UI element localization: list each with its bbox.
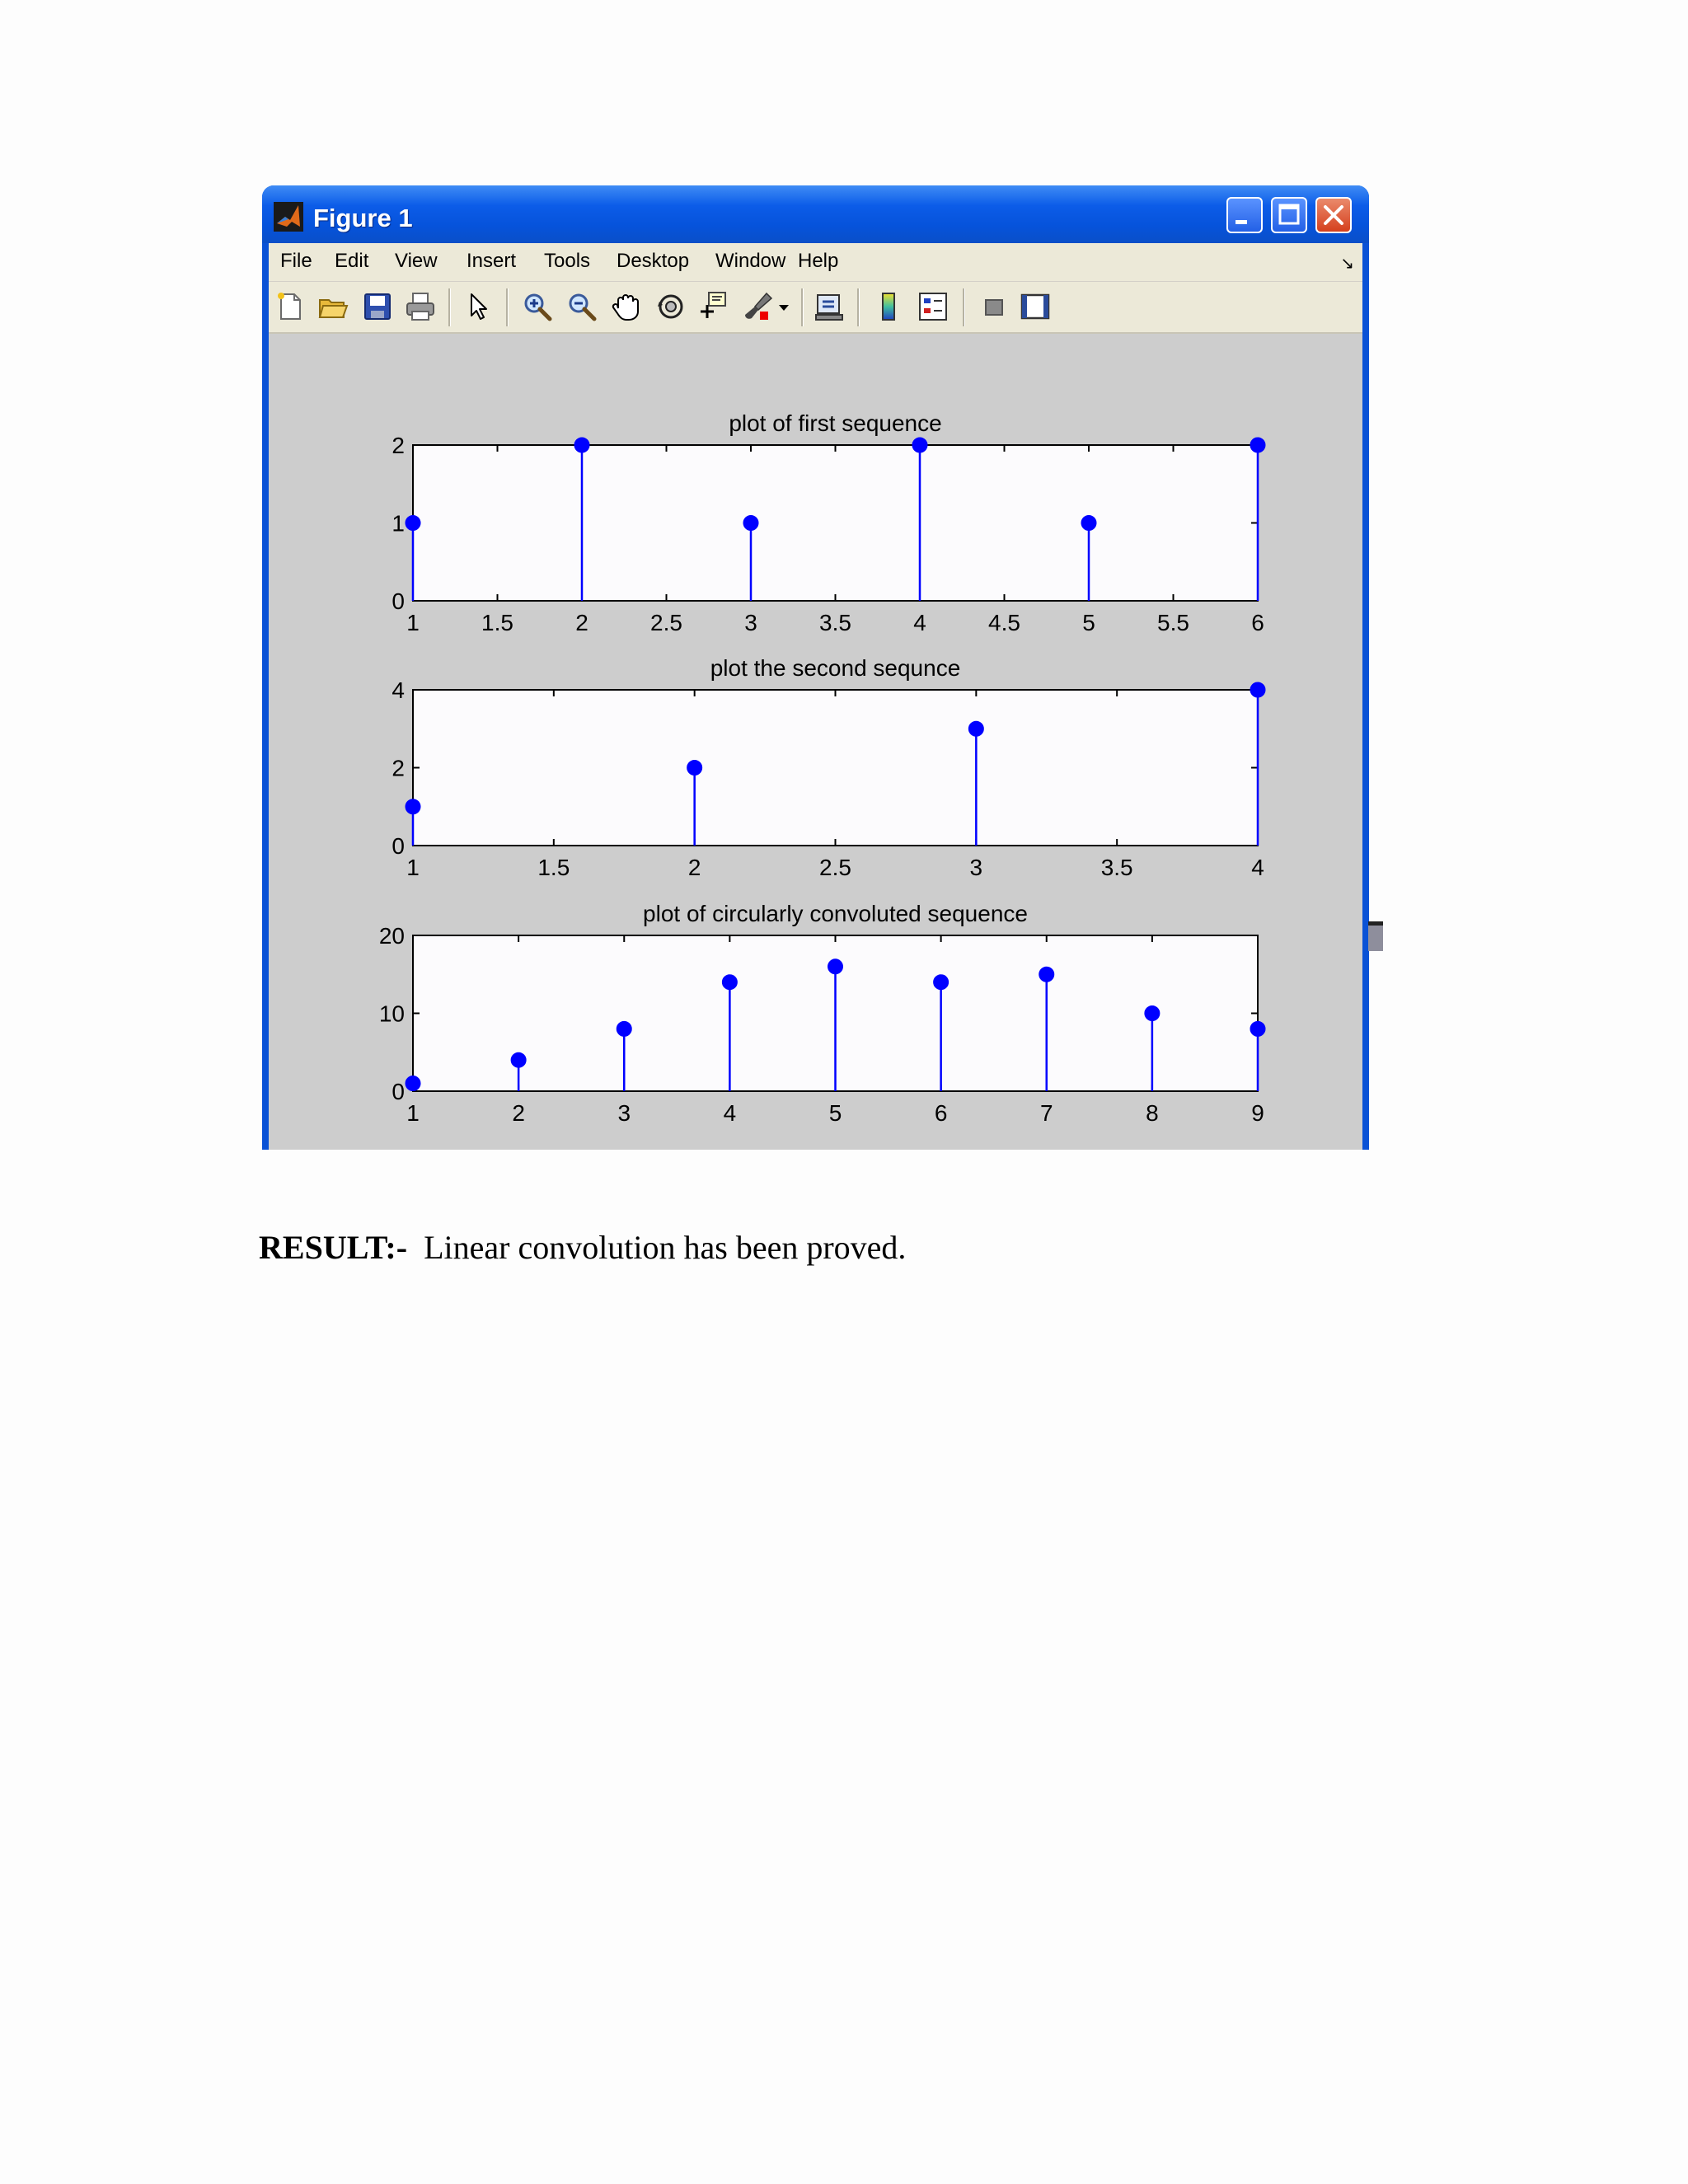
menu-help[interactable]: Help [798,250,839,272]
y-tick-label: 4 [392,677,405,703]
x-tick-label: 4 [1251,855,1264,880]
y-tick-label: 20 [378,923,405,949]
pan-hand-icon[interactable] [610,290,643,323]
x-tick-label: 1 [406,1100,420,1126]
menu-edit[interactable]: Edit [335,250,369,272]
stem-marker [406,799,420,814]
menu-bar [269,243,1362,281]
zoom-in-icon[interactable] [521,290,554,323]
edit-plot-pointer-icon[interactable] [462,290,495,323]
menu-window[interactable]: Window [715,250,786,272]
stem-marker [1081,516,1096,531]
toolbar-separator [506,288,509,326]
x-tick-label: 2 [512,1100,525,1126]
hide-plot-tools-icon[interactable] [978,290,1010,323]
rotate-3d-icon[interactable] [654,290,687,323]
y-tick-label: 0 [392,588,405,614]
x-tick-label: 5 [828,1100,842,1126]
stem-marker [722,975,737,990]
toolbar-separator [448,288,451,326]
stem-marker [1250,1021,1265,1036]
toolbar-separator [801,288,804,326]
x-tick-label: 2.5 [819,855,851,880]
stem-plots [269,334,1362,1150]
x-tick-label: 1 [406,855,420,880]
stem-marker [1250,682,1265,697]
show-plot-tools-icon[interactable] [1019,290,1052,323]
x-tick-label: 4 [913,610,926,635]
matlab-logo-icon [274,202,303,232]
stem-marker [574,438,589,452]
window-client-area [269,243,1362,1150]
x-tick-label: 9 [1251,1100,1264,1126]
x-tick-label: 1 [406,610,420,635]
x-tick-label: 2.5 [650,610,682,635]
x-tick-label: 3.5 [1100,855,1133,880]
figure-window [262,185,1369,1150]
y-tick-label: 10 [378,1001,405,1027]
maximize-button[interactable] [1271,197,1307,233]
close-icon [1317,199,1350,232]
minimize-icon [1228,199,1261,232]
menu-desktop[interactable]: Desktop [617,250,690,272]
title-bar[interactable] [262,185,1369,243]
result-statement [259,1228,906,1267]
print-icon[interactable] [404,290,437,323]
insert-colorbar-icon[interactable] [872,290,905,323]
stem-marker [1250,438,1265,452]
close-button[interactable] [1315,197,1352,233]
menu-tools[interactable]: Tools [544,250,591,272]
y-tick-label: 1 [392,510,405,537]
brush-dropdown-icon[interactable] [775,290,793,323]
result-text: Linear convolution has been proved. [424,1229,907,1266]
y-tick-label: 0 [392,833,405,859]
new-figure-icon[interactable] [274,290,307,323]
menu-view[interactable]: View [395,250,438,272]
minimize-button[interactable] [1226,197,1263,233]
axes-box [413,690,1258,846]
figure-canvas [269,334,1362,1150]
x-tick-label: 6 [934,1100,948,1126]
stem-marker [968,721,983,736]
x-tick-label: 2 [687,855,701,880]
menu-insert[interactable]: Insert [467,250,517,272]
stem-marker [406,1076,420,1091]
y-tick-label: 2 [392,755,405,781]
x-tick-label: 3 [969,855,983,880]
x-tick-label: 1.5 [481,610,513,635]
toolbar-separator [963,288,965,326]
save-icon[interactable] [361,290,394,323]
x-tick-label: 3 [617,1100,631,1126]
x-tick-label: 5.5 [1157,610,1189,635]
stem-marker [1145,1006,1160,1021]
plot-title: plot of circularly convoluted sequence [643,901,1028,926]
result-label: RESULT:- [259,1229,408,1266]
open-file-icon[interactable] [316,290,349,323]
x-tick-label: 8 [1146,1100,1159,1126]
x-tick-label: 4 [723,1100,737,1126]
dock-figure-icon[interactable]: ↘ [1340,255,1354,273]
zoom-out-icon[interactable] [565,290,598,323]
stem-marker [743,516,758,531]
window-edge-marker [1368,921,1383,951]
stem-marker [687,761,702,776]
stem-marker [828,959,843,974]
stem-marker [934,975,949,990]
plot-title: plot of first sequence [729,410,942,436]
figure-toolbar [269,282,1362,334]
maximize-icon [1273,199,1306,232]
x-tick-label: 2 [575,610,588,635]
plot-title: plot the second sequnce [710,655,961,681]
x-tick-label: 6 [1251,610,1264,635]
x-tick-label: 1.5 [537,855,570,880]
y-tick-label: 2 [392,433,405,458]
stem-marker [1039,967,1054,982]
data-cursor-icon[interactable] [697,290,730,323]
x-tick-label: 7 [1039,1100,1053,1126]
x-tick-label: 5 [1082,610,1095,635]
axes-box [413,445,1258,601]
stem-marker [406,516,420,531]
toolbar-separator [857,288,860,326]
stem-marker [511,1052,526,1067]
x-tick-label: 3.5 [819,610,851,635]
stem-marker [912,438,927,452]
y-tick-label: 0 [392,1079,405,1104]
link-plot-icon[interactable] [813,290,846,323]
x-tick-label: 3 [744,610,757,635]
menu-file[interactable]: File [280,250,312,272]
window-title: Figure 1 [313,204,413,232]
insert-legend-icon[interactable] [917,290,950,323]
stem-marker [617,1021,631,1036]
brush-icon[interactable] [742,290,775,323]
x-tick-label: 4.5 [988,610,1020,635]
